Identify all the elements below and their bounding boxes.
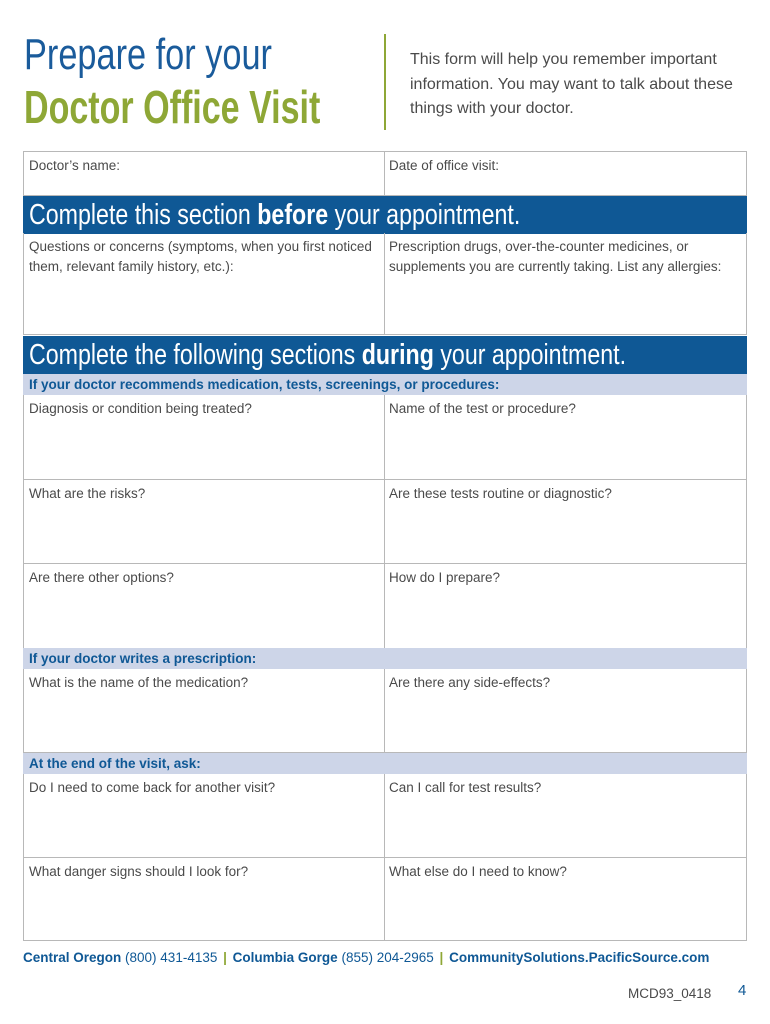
prescription-heading: If your doctor writes a prescription: <box>23 648 747 669</box>
footer-contacts <box>23 950 709 965</box>
top-fields-box <box>23 151 747 196</box>
risks-field[interactable]: What are the risks? <box>24 480 385 563</box>
visit-date-field[interactable]: Date of office visit: <box>389 158 500 173</box>
test-results-field[interactable]: Can I call for test results? <box>389 780 542 795</box>
prescriptions-field[interactable]: Prescription drugs, over-the-counter medicines, or supplements you are currently taking. List any allergies: <box>389 239 722 274</box>
other-options-field[interactable]: Are there other options? <box>24 564 385 648</box>
before-banner-pre: Complete this section <box>29 199 258 231</box>
during-banner-emph: during <box>361 339 434 371</box>
doctor-name-field[interactable]: Doctor’s name: <box>24 152 385 195</box>
title-line-1: Prepare for your <box>24 30 272 79</box>
footer-separator: | <box>439 950 444 965</box>
table-row <box>24 480 746 564</box>
table-row <box>24 564 746 648</box>
else-to-know-field[interactable]: What else do I need to know? <box>389 864 567 879</box>
table-row <box>24 858 746 940</box>
before-banner-post: your appointment. <box>328 199 521 231</box>
website-link[interactable]: CommunitySolutions.PacificSource.com <box>449 950 710 965</box>
table-row <box>24 395 746 480</box>
header-divider <box>384 34 386 130</box>
phone-central-oregon: (800) 431-4135 <box>125 950 218 965</box>
table-row <box>24 669 746 752</box>
title-line-2: Doctor Office Visit <box>24 81 321 133</box>
come-back-field[interactable]: Do I need to come back for another visit? <box>24 774 385 857</box>
prepare-field[interactable]: How do I prepare? <box>389 570 501 585</box>
danger-signs-field[interactable]: What danger signs should I look for? <box>24 858 385 940</box>
routine-diagnostic-field[interactable]: Are these tests routine or diagnostic? <box>389 486 612 501</box>
recommend-box <box>23 395 747 649</box>
recommend-heading: If your doctor recommends medication, tests, screenings, or procedures: <box>23 374 747 395</box>
top-fields-row <box>24 152 746 195</box>
intro-text: This form will help you remember important information. You may want to talk about these things with your doctor. <box>410 51 733 117</box>
before-section-banner <box>23 196 747 234</box>
during-banner-post: your appointment. <box>433 339 627 371</box>
region-central-oregon: Central Oregon <box>23 950 122 965</box>
table-row <box>24 774 746 858</box>
medication-name-field[interactable]: What is the name of the medication? <box>24 669 385 752</box>
test-name-field[interactable]: Name of the test or procedure? <box>389 401 576 416</box>
diagnosis-field[interactable]: Diagnosis or condition being treated? <box>24 395 385 479</box>
form-code: MCD93_0418 <box>628 986 712 1001</box>
before-fields-row <box>24 233 746 334</box>
prescription-box <box>23 669 747 753</box>
end-visit-heading: At the end of the visit, ask: <box>23 753 747 774</box>
footer-separator: | <box>223 950 227 965</box>
region-columbia-gorge: Columbia Gorge <box>232 950 338 965</box>
during-banner-pre: Complete the following sections <box>29 339 362 371</box>
questions-concerns-field[interactable]: Questions or concerns (symptoms, when you first noticed them, relevant family history, etc.): <box>24 233 385 334</box>
before-fields-box <box>23 233 747 335</box>
end-visit-box <box>23 774 747 941</box>
during-section-banner <box>23 336 747 374</box>
before-banner-emph: before <box>257 199 329 231</box>
side-effects-field[interactable]: Are there any side-effects? <box>389 675 551 690</box>
phone-columbia-gorge: (855) 204-2965 <box>341 950 434 965</box>
page-number: 4 <box>738 982 747 999</box>
